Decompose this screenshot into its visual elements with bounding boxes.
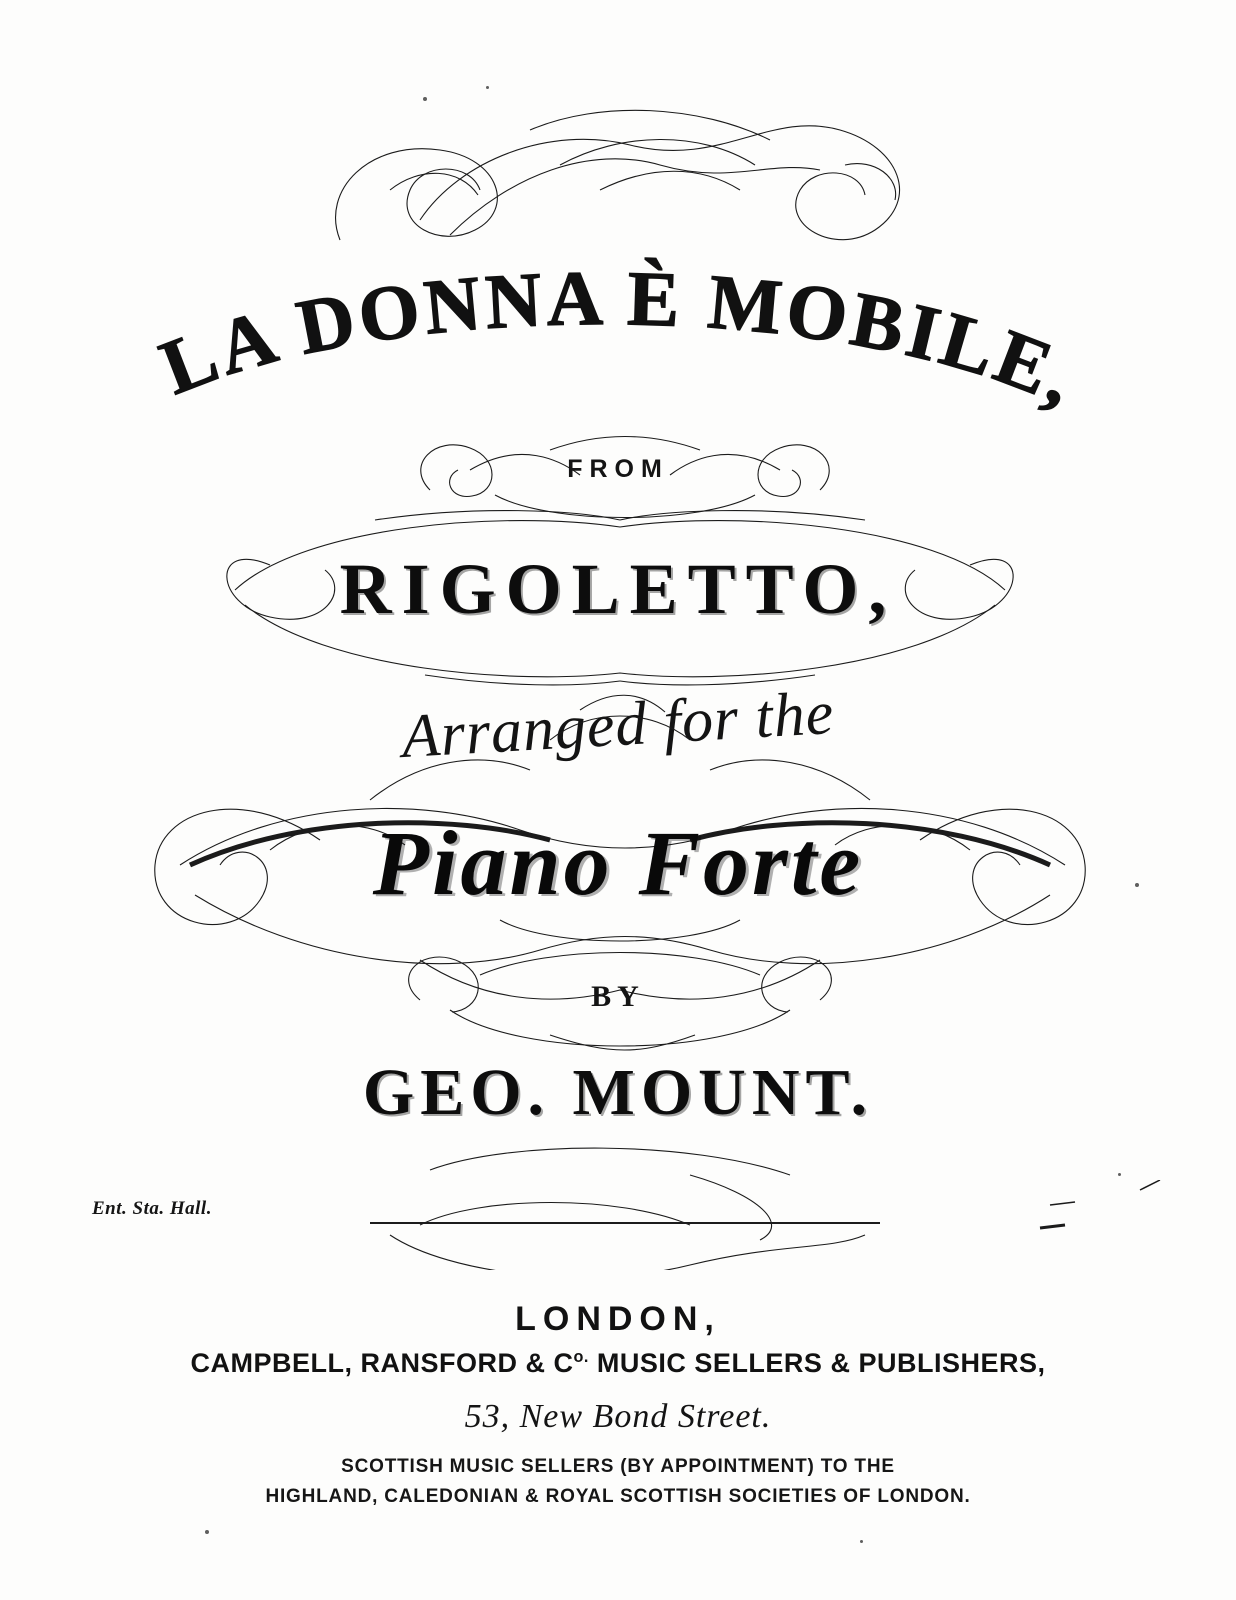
opera-title: RIGOLETTO, xyxy=(339,549,897,629)
bottom-scroll-flourish-ornament xyxy=(360,1140,900,1270)
paper-speck xyxy=(1135,883,1139,887)
paper-speck xyxy=(1118,1173,1121,1176)
paper-speck xyxy=(486,86,489,89)
divider-rule xyxy=(370,1222,880,1224)
instrument-title: Piano Forte xyxy=(372,812,864,914)
publisher-role: MUSIC SELLERS & PUBLISHERS, xyxy=(588,1348,1046,1378)
imprint-city: LONDON, xyxy=(515,1300,721,1338)
appointment-line-2: HIGHLAND, CALEDONIAN & ROYAL SCOTTISH SOCIETIES OF LONDON. xyxy=(265,1486,971,1507)
corner-mark-ornament xyxy=(1030,1180,1170,1250)
composer-name: GEO. MOUNT. xyxy=(362,1056,874,1129)
paper-speck xyxy=(205,1530,209,1534)
appointment-line-1: SCOTTISH MUSIC SELLERS (BY APPOINTMENT) TO THE xyxy=(341,1456,895,1477)
imprint-address: 53, New Bond Street. xyxy=(464,1398,772,1435)
from-label: FROM xyxy=(567,455,669,483)
publisher-name: CAMPBELL, RANSFORD & C xyxy=(190,1348,574,1378)
registration-label: Ent. Sta. Hall. xyxy=(92,1198,212,1219)
paper-speck xyxy=(860,1540,863,1543)
page-title xyxy=(0,250,1236,450)
by-label: BY xyxy=(591,980,645,1013)
top-scroll-flourish-ornament xyxy=(300,70,950,280)
publisher-suffix: o. xyxy=(573,1348,589,1366)
page-title-text: LA DONNA È MOBILE, xyxy=(149,254,1094,424)
imprint-publisher xyxy=(0,1348,1236,1379)
arrangement-line: Arranged for the xyxy=(400,678,836,772)
paper-speck xyxy=(423,97,427,101)
